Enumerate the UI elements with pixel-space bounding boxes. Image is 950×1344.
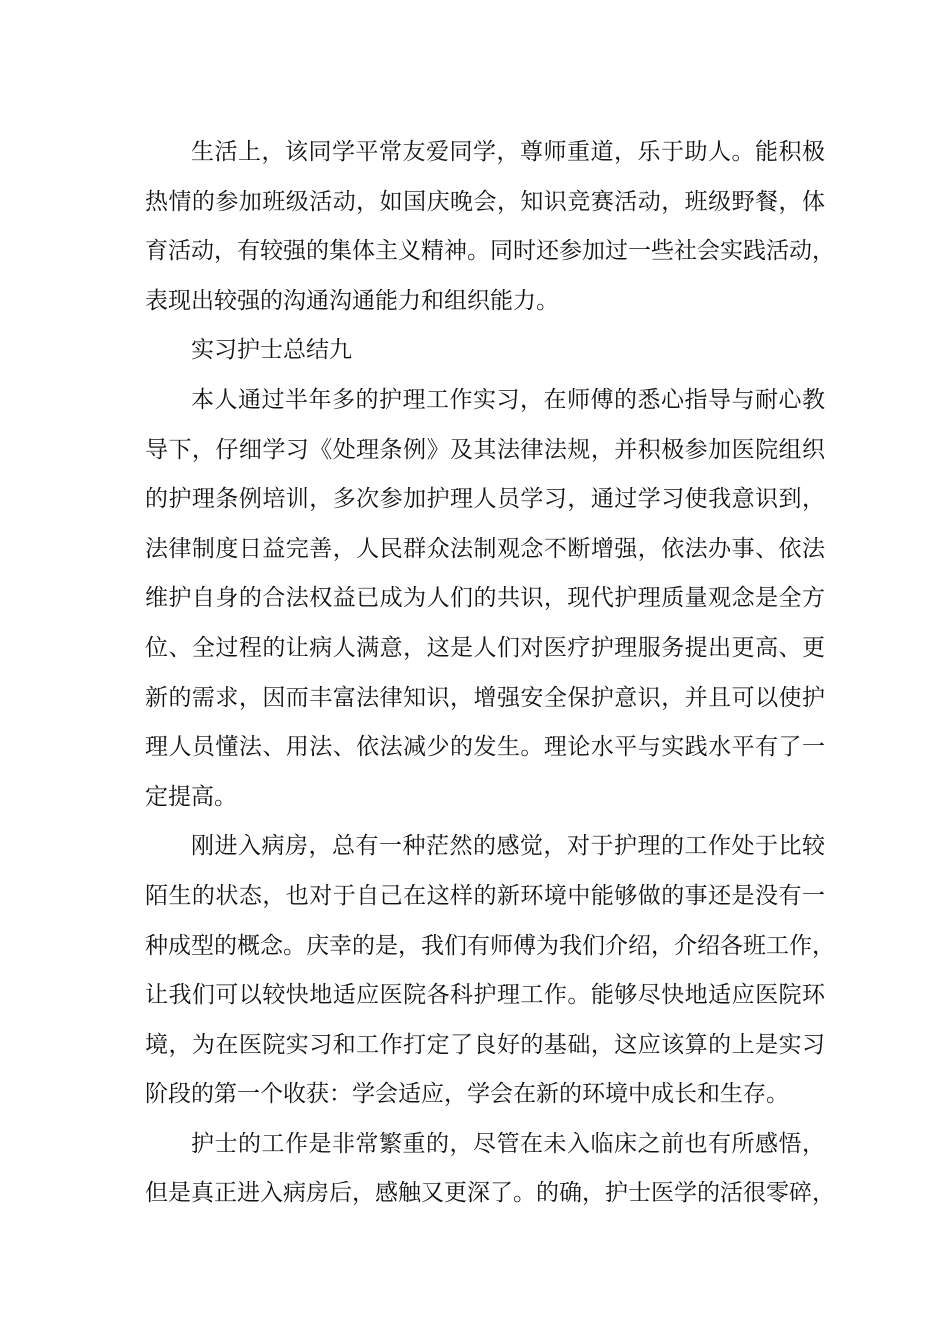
text-line: 陌生的状态，也对于自己在这样的新环境中能够做的事还是没有一: [145, 882, 825, 909]
text-line: 生活上，该同学平常友爱同学，尊师重道，乐于助人。能积极: [191, 139, 825, 165]
text-line: 境，为在医院实习和工作打定了良好的基础，这应该算的上是实习: [145, 1031, 825, 1058]
text-line: 法律制度日益完善，人民群众法制观念不断增强，依法办事、依法: [145, 535, 825, 562]
text-line: 表现出较强的沟通沟通能力和组织能力。: [145, 287, 559, 314]
document-body: [145, 128, 835, 1219]
text-line: 定提高。: [145, 783, 237, 810]
text-line: 位、全过程的让病人满意，这是人们对医疗护理服务提出更高、更: [145, 634, 825, 661]
text-line: 的护理条例培训，多次参加护理人员学习，通过学习使我意识到，: [145, 486, 825, 513]
text-line: 本人通过半年多的护理工作实习，在师傅的悉心指导与耐心教: [191, 386, 825, 413]
text-line: 但是真正进入病房后，感触又更深了。的确，护士医学的活很零碎，: [145, 1180, 835, 1207]
text-line: 育活动，有较强的集体主义精神。同时还参加过一些社会实践活动，: [145, 238, 835, 265]
text-line: 理人员懂法、用法、依法减少的发生。理论水平与实践水平有了一: [145, 734, 825, 761]
text-line: 阶段的第一个收获：学会适应，学会在新的环境中成长和生存。: [145, 1081, 789, 1108]
text-line: 维护自身的合法权益已成为人们的共识，现代护理质量观念是全方: [145, 585, 825, 612]
text-line: 热情的参加班级活动，如国庆晚会，知识竞赛活动，班级野餐，体: [145, 188, 825, 215]
text-line: 护士的工作是非常繁重的，尽管在未入临床之前也有所感悟，: [191, 1130, 825, 1157]
text-line: 新的需求，因而丰富法律知识，增强安全保护意识，并且可以使护: [145, 684, 825, 711]
text-line: 种成型的概念。庆幸的是，我们有师傅为我们介绍，介绍各班工作，: [145, 932, 835, 959]
text-line: 让我们可以较快地适应医院各科护理工作。能够尽快地适应医院环: [145, 982, 825, 1009]
text-line: 实习护士总结九: [191, 337, 352, 364]
text-line: 导下，仔细学习《处理条例》及其法律法规，并积极参加医院组织: [145, 436, 825, 463]
text-line: 刚进入病房，总有一种茫然的感觉，对于护理的工作处于比较: [191, 833, 825, 860]
